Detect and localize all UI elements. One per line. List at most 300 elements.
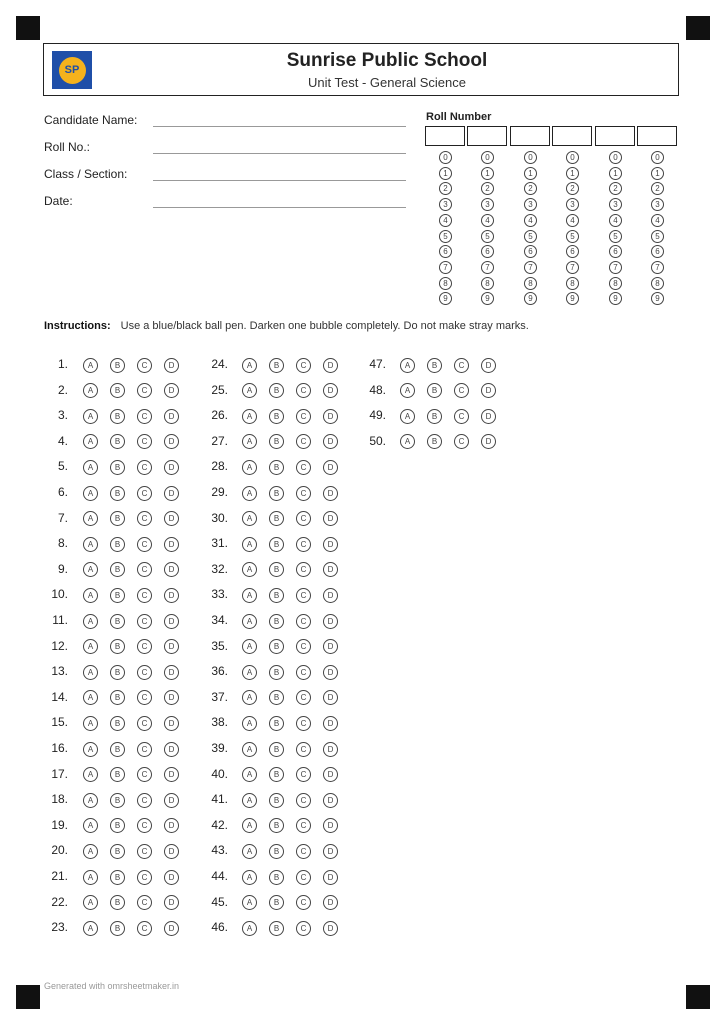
answer-bubble-d[interactable]: D bbox=[481, 409, 496, 424]
roll-digit-bubble[interactable]: 2 bbox=[566, 182, 579, 195]
answer-bubble-d[interactable]: D bbox=[323, 562, 338, 577]
answer-bubble-b[interactable]: B bbox=[269, 716, 284, 731]
answer-bubble-d[interactable]: D bbox=[323, 460, 338, 475]
roll-digit-bubble[interactable]: 3 bbox=[651, 198, 664, 211]
answer-bubble-c[interactable]: C bbox=[137, 383, 152, 398]
roll-digit-bubble[interactable]: 2 bbox=[609, 182, 622, 195]
answer-bubble-a[interactable]: A bbox=[83, 434, 98, 449]
answer-bubble-d[interactable]: D bbox=[323, 409, 338, 424]
answer-bubble-c[interactable]: C bbox=[454, 383, 469, 398]
answer-bubble-d[interactable]: D bbox=[323, 639, 338, 654]
answer-bubble-a[interactable]: A bbox=[400, 434, 415, 449]
answer-bubble-b[interactable]: B bbox=[269, 537, 284, 552]
answer-bubble-c[interactable]: C bbox=[296, 742, 311, 757]
answer-bubble-b[interactable]: B bbox=[269, 358, 284, 373]
roll-digit-bubble[interactable]: 4 bbox=[439, 214, 452, 227]
roll-digit-bubble[interactable]: 9 bbox=[609, 292, 622, 305]
answer-bubble-a[interactable]: A bbox=[242, 870, 257, 885]
answer-bubble-a[interactable]: A bbox=[242, 588, 257, 603]
roll-digit-bubble[interactable]: 7 bbox=[566, 261, 579, 274]
answer-bubble-d[interactable]: D bbox=[323, 434, 338, 449]
answer-bubble-d[interactable]: D bbox=[323, 665, 338, 680]
answer-bubble-a[interactable]: A bbox=[83, 665, 98, 680]
answer-bubble-b[interactable]: B bbox=[269, 383, 284, 398]
question-number: 1. bbox=[57, 357, 68, 371]
answer-bubble-d[interactable]: D bbox=[323, 767, 338, 782]
question-number: 28. bbox=[211, 459, 228, 474]
answer-bubble-b[interactable]: B bbox=[427, 434, 442, 449]
answer-bubble-c[interactable]: C bbox=[137, 921, 152, 936]
answer-bubble-b[interactable]: B bbox=[110, 409, 125, 424]
answer-bubble-c[interactable]: C bbox=[137, 588, 152, 603]
answer-bubble-a[interactable]: A bbox=[83, 690, 98, 705]
roll-digit-bubble[interactable]: 9 bbox=[651, 292, 664, 305]
answer-bubble-b[interactable]: B bbox=[110, 921, 125, 936]
answer-bubble-c[interactable]: C bbox=[137, 537, 152, 552]
answer-bubble-d[interactable]: D bbox=[164, 767, 179, 782]
answer-bubble-b[interactable]: B bbox=[110, 742, 125, 757]
answer-bubble-a[interactable]: A bbox=[83, 844, 98, 859]
roll-digit-bubble[interactable]: 6 bbox=[609, 245, 622, 258]
answer-bubble-a[interactable]: A bbox=[242, 409, 257, 424]
answer-bubble-a[interactable]: A bbox=[83, 921, 98, 936]
answer-bubble-c[interactable]: C bbox=[296, 434, 311, 449]
roll-digit-box[interactable] bbox=[595, 126, 635, 146]
header-box bbox=[43, 43, 679, 96]
answer-bubble-b[interactable]: B bbox=[269, 844, 284, 859]
answer-bubble-d[interactable]: D bbox=[323, 588, 338, 603]
answer-bubble-b[interactable]: B bbox=[269, 511, 284, 526]
answer-bubble-c[interactable]: C bbox=[137, 511, 152, 526]
answer-bubble-b[interactable]: B bbox=[110, 690, 125, 705]
corner-marker-bottom-left bbox=[16, 985, 40, 1009]
answer-bubble-b[interactable]: B bbox=[110, 383, 125, 398]
answer-bubble-c[interactable]: C bbox=[296, 665, 311, 680]
answer-bubble-c[interactable]: C bbox=[296, 767, 311, 782]
answer-bubble-a[interactable]: A bbox=[83, 588, 98, 603]
roll-digit-bubble[interactable]: 1 bbox=[524, 167, 537, 180]
roll-digit-box[interactable] bbox=[425, 126, 465, 146]
question-number: 8. bbox=[57, 536, 68, 551]
roll-digit-bubble[interactable]: 1 bbox=[651, 167, 664, 180]
answer-bubble-a[interactable]: A bbox=[83, 486, 98, 501]
roll-digit-bubble[interactable]: 4 bbox=[524, 214, 537, 227]
question-number: 22. bbox=[51, 894, 68, 909]
question-number: 18. bbox=[51, 792, 68, 807]
roll-digit-bubble[interactable]: 6 bbox=[524, 245, 537, 258]
answer-bubble-d[interactable]: D bbox=[164, 460, 179, 475]
answer-bubble-d[interactable]: D bbox=[323, 614, 338, 629]
answer-bubble-c[interactable]: C bbox=[454, 409, 469, 424]
answer-bubble-a[interactable]: A bbox=[83, 870, 98, 885]
answer-bubble-c[interactable]: C bbox=[137, 358, 152, 373]
answer-bubble-d[interactable]: D bbox=[164, 639, 179, 654]
answer-bubble-c[interactable]: C bbox=[137, 409, 152, 424]
roll-digit-bubble[interactable]: 2 bbox=[524, 182, 537, 195]
answer-bubble-a[interactable]: A bbox=[242, 665, 257, 680]
question-number: 37. bbox=[211, 689, 228, 704]
answer-bubble-b[interactable]: B bbox=[269, 793, 284, 808]
roll-digit-box[interactable] bbox=[510, 126, 550, 146]
answer-bubble-c[interactable]: C bbox=[137, 818, 152, 833]
answer-bubble-a[interactable]: A bbox=[83, 639, 98, 654]
roll-no-label: Roll No.: bbox=[44, 140, 91, 154]
answer-bubble-d[interactable]: D bbox=[164, 562, 179, 577]
answer-bubble-d[interactable]: D bbox=[164, 844, 179, 859]
answer-bubble-a[interactable]: A bbox=[83, 818, 98, 833]
roll-digit-bubble[interactable]: 6 bbox=[566, 245, 579, 258]
roll-digit-bubble[interactable]: 6 bbox=[651, 245, 664, 258]
answer-bubble-b[interactable]: B bbox=[110, 460, 125, 475]
answer-bubble-a[interactable]: A bbox=[242, 511, 257, 526]
roll-digit-bubble[interactable]: 4 bbox=[566, 214, 579, 227]
answer-bubble-c[interactable]: C bbox=[296, 614, 311, 629]
answer-bubble-b[interactable]: B bbox=[269, 921, 284, 936]
answer-bubble-a[interactable]: A bbox=[400, 383, 415, 398]
question-number: 21. bbox=[51, 869, 68, 883]
roll-no-field[interactable] bbox=[153, 153, 406, 154]
answer-bubble-b[interactable]: B bbox=[269, 434, 284, 449]
answer-bubble-d[interactable]: D bbox=[164, 537, 179, 552]
answer-bubble-b[interactable]: B bbox=[269, 767, 284, 782]
answer-bubble-c[interactable]: C bbox=[137, 665, 152, 680]
answer-bubble-c[interactable]: C bbox=[296, 895, 311, 910]
answer-bubble-d[interactable]: D bbox=[323, 486, 338, 501]
roll-digit-bubble[interactable]: 4 bbox=[609, 214, 622, 227]
roll-digit-box[interactable] bbox=[467, 126, 507, 146]
answer-bubble-c[interactable]: C bbox=[137, 690, 152, 705]
answer-bubble-b[interactable]: B bbox=[110, 562, 125, 577]
question-number: 29. bbox=[211, 485, 228, 499]
answer-bubble-d[interactable]: D bbox=[164, 383, 179, 398]
roll-digit-bubble[interactable]: 9 bbox=[439, 292, 452, 305]
roll-digit-bubble[interactable]: 7 bbox=[481, 261, 494, 274]
answer-bubble-a[interactable]: A bbox=[242, 358, 257, 373]
roll-digit-bubble[interactable]: 3 bbox=[524, 198, 537, 211]
roll-digit-bubble[interactable]: 5 bbox=[609, 230, 622, 243]
roll-digit-bubble[interactable]: 5 bbox=[524, 230, 537, 243]
answer-bubble-a[interactable]: A bbox=[83, 511, 98, 526]
answer-bubble-c[interactable]: C bbox=[296, 562, 311, 577]
answer-bubble-b[interactable]: B bbox=[269, 870, 284, 885]
answer-bubble-a[interactable]: A bbox=[83, 537, 98, 552]
answer-bubble-c[interactable]: C bbox=[137, 460, 152, 475]
answer-bubble-b[interactable]: B bbox=[269, 665, 284, 680]
answer-bubble-b[interactable]: B bbox=[110, 537, 125, 552]
answer-bubble-c[interactable]: C bbox=[137, 486, 152, 501]
answer-bubble-d[interactable]: D bbox=[323, 844, 338, 859]
answer-bubble-b[interactable]: B bbox=[427, 409, 442, 424]
answer-bubble-c[interactable]: C bbox=[296, 511, 311, 526]
question-number: 13. bbox=[51, 664, 68, 679]
school-name: Sunrise Public School bbox=[286, 50, 488, 71]
roll-digit-bubble[interactable]: 2 bbox=[439, 182, 452, 195]
answer-bubble-d[interactable]: D bbox=[164, 818, 179, 833]
answer-bubble-d[interactable]: D bbox=[164, 588, 179, 603]
question-number: 7. bbox=[57, 510, 68, 525]
question-number: 27. bbox=[211, 433, 228, 448]
roll-digit-bubble[interactable]: 0 bbox=[566, 151, 579, 164]
roll-digit-bubble[interactable]: 2 bbox=[651, 182, 664, 195]
roll-digit-box[interactable] bbox=[552, 126, 592, 146]
answer-bubble-b[interactable]: B bbox=[269, 588, 284, 603]
answer-bubble-a[interactable]: A bbox=[400, 358, 415, 373]
question-number: 47. bbox=[369, 357, 386, 371]
answer-bubble-c[interactable]: C bbox=[137, 895, 152, 910]
answer-bubble-b[interactable]: B bbox=[110, 434, 125, 449]
answer-bubble-c[interactable]: C bbox=[137, 844, 152, 859]
question-number: 40. bbox=[211, 766, 228, 781]
roll-digit-bubble[interactable]: 6 bbox=[439, 245, 452, 258]
answer-bubble-d[interactable]: D bbox=[323, 818, 338, 833]
roll-digit-bubble[interactable]: 5 bbox=[481, 230, 494, 243]
answer-bubble-d[interactable]: D bbox=[323, 358, 338, 373]
roll-digit-bubble[interactable]: 6 bbox=[481, 245, 494, 258]
roll-digit-bubble[interactable]: 8 bbox=[524, 277, 537, 290]
answer-bubble-c[interactable]: C bbox=[454, 358, 469, 373]
answer-bubble-a[interactable]: A bbox=[242, 537, 257, 552]
answer-bubble-d[interactable]: D bbox=[323, 793, 338, 808]
answer-bubble-c[interactable]: C bbox=[296, 460, 311, 475]
answer-bubble-c[interactable]: C bbox=[296, 537, 311, 552]
roll-digit-bubble[interactable]: 1 bbox=[609, 167, 622, 180]
answer-bubble-c[interactable]: C bbox=[296, 921, 311, 936]
answer-bubble-a[interactable]: A bbox=[83, 409, 98, 424]
roll-digit-bubble[interactable]: 3 bbox=[609, 198, 622, 211]
roll-digit-box[interactable] bbox=[637, 126, 677, 146]
answer-bubble-b[interactable]: B bbox=[269, 614, 284, 629]
answer-bubble-b[interactable]: B bbox=[269, 409, 284, 424]
answer-bubble-b[interactable]: B bbox=[269, 562, 284, 577]
answer-bubble-b[interactable]: B bbox=[269, 895, 284, 910]
answer-bubble-c[interactable]: C bbox=[296, 486, 311, 501]
roll-digit-bubble[interactable]: 0 bbox=[651, 151, 664, 164]
answer-bubble-a[interactable]: A bbox=[242, 690, 257, 705]
answer-bubble-d[interactable]: D bbox=[164, 486, 179, 501]
answer-bubble-d[interactable]: D bbox=[323, 921, 338, 936]
roll-digit-bubble[interactable]: 1 bbox=[566, 167, 579, 180]
roll-digit-bubble[interactable]: 3 bbox=[481, 198, 494, 211]
answer-bubble-c[interactable]: C bbox=[296, 844, 311, 859]
answer-bubble-b[interactable]: B bbox=[269, 486, 284, 501]
answer-bubble-a[interactable]: A bbox=[242, 562, 257, 577]
answer-bubble-a[interactable]: A bbox=[83, 895, 98, 910]
answer-bubble-c[interactable]: C bbox=[137, 716, 152, 731]
answer-bubble-d[interactable]: D bbox=[164, 409, 179, 424]
answer-bubble-a[interactable]: A bbox=[83, 716, 98, 731]
answer-bubble-c[interactable]: C bbox=[296, 383, 311, 398]
roll-digit-bubble[interactable]: 0 bbox=[609, 151, 622, 164]
roll-digit-bubble[interactable]: 1 bbox=[439, 167, 452, 180]
roll-digit-bubble[interactable]: 8 bbox=[439, 277, 452, 290]
answer-bubble-d[interactable]: D bbox=[323, 870, 338, 885]
answer-bubble-d[interactable]: D bbox=[323, 742, 338, 757]
answer-bubble-d[interactable]: D bbox=[323, 895, 338, 910]
roll-digit-bubble[interactable]: 5 bbox=[566, 230, 579, 243]
answer-bubble-b[interactable]: B bbox=[269, 690, 284, 705]
question-number: 50. bbox=[369, 433, 386, 448]
answer-bubble-c[interactable]: C bbox=[296, 690, 311, 705]
roll-digit-bubble[interactable]: 4 bbox=[651, 214, 664, 227]
answer-bubble-a[interactable]: A bbox=[242, 818, 257, 833]
answer-bubble-d[interactable]: D bbox=[164, 921, 179, 936]
answer-bubble-a[interactable]: A bbox=[242, 383, 257, 398]
answer-bubble-b[interactable]: B bbox=[110, 793, 125, 808]
date-field[interactable] bbox=[153, 207, 406, 208]
answer-bubble-a[interactable]: A bbox=[242, 767, 257, 782]
roll-digit-bubble[interactable]: 7 bbox=[524, 261, 537, 274]
answer-bubble-d[interactable]: D bbox=[164, 434, 179, 449]
answer-bubble-d[interactable]: D bbox=[164, 690, 179, 705]
roll-digit-bubble[interactable]: 1 bbox=[481, 167, 494, 180]
answer-bubble-b[interactable]: B bbox=[110, 895, 125, 910]
question-number: 41. bbox=[211, 792, 228, 807]
answer-bubble-b[interactable]: B bbox=[427, 358, 442, 373]
answer-bubble-a[interactable]: A bbox=[83, 767, 98, 782]
roll-digit-bubble[interactable]: 0 bbox=[481, 151, 494, 164]
answer-bubble-a[interactable]: A bbox=[242, 460, 257, 475]
roll-digit-bubble[interactable]: 3 bbox=[439, 198, 452, 211]
question-number: 16. bbox=[51, 741, 68, 755]
question-number: 39. bbox=[211, 741, 228, 755]
roll-digit-bubble[interactable]: 0 bbox=[524, 151, 537, 164]
class-section-field[interactable] bbox=[153, 180, 406, 181]
answer-bubble-c[interactable]: C bbox=[296, 358, 311, 373]
answer-bubble-b[interactable]: B bbox=[269, 639, 284, 654]
answer-bubble-a[interactable]: A bbox=[83, 614, 98, 629]
answer-bubble-a[interactable]: A bbox=[242, 793, 257, 808]
roll-digit-bubble[interactable]: 8 bbox=[609, 277, 622, 290]
answer-bubble-d[interactable]: D bbox=[164, 614, 179, 629]
answer-bubble-c[interactable]: C bbox=[137, 742, 152, 757]
answer-bubble-c[interactable]: C bbox=[296, 818, 311, 833]
roll-digit-bubble[interactable]: 9 bbox=[566, 292, 579, 305]
answer-bubble-d[interactable]: D bbox=[164, 665, 179, 680]
answer-bubble-c[interactable]: C bbox=[296, 793, 311, 808]
answer-bubble-a[interactable]: A bbox=[83, 742, 98, 757]
answer-bubble-d[interactable]: D bbox=[164, 895, 179, 910]
answer-bubble-c[interactable]: C bbox=[137, 793, 152, 808]
answer-bubble-b[interactable]: B bbox=[427, 383, 442, 398]
answer-bubble-a[interactable]: A bbox=[242, 844, 257, 859]
roll-digit-bubble[interactable]: 8 bbox=[651, 277, 664, 290]
answer-bubble-b[interactable]: B bbox=[269, 460, 284, 475]
answer-bubble-b[interactable]: B bbox=[269, 818, 284, 833]
question-number: 45. bbox=[211, 894, 228, 909]
answer-bubble-a[interactable]: A bbox=[242, 639, 257, 654]
question-number: 43. bbox=[211, 843, 228, 858]
question-number: 2. bbox=[57, 382, 68, 397]
corner-marker-top-left bbox=[16, 16, 40, 40]
answer-bubble-b[interactable]: B bbox=[110, 639, 125, 654]
answer-bubble-b[interactable]: B bbox=[110, 818, 125, 833]
answer-bubble-a[interactable]: A bbox=[83, 793, 98, 808]
roll-digit-bubble[interactable]: 7 bbox=[651, 261, 664, 274]
roll-digit-bubble[interactable]: 3 bbox=[566, 198, 579, 211]
answer-bubble-c[interactable]: C bbox=[296, 588, 311, 603]
answer-bubble-b[interactable]: B bbox=[110, 486, 125, 501]
answer-bubble-b[interactable]: B bbox=[110, 511, 125, 526]
answer-bubble-a[interactable]: A bbox=[83, 383, 98, 398]
answer-bubble-d[interactable]: D bbox=[323, 690, 338, 705]
answer-bubble-c[interactable]: C bbox=[454, 434, 469, 449]
roll-digit-bubble[interactable]: 8 bbox=[481, 277, 494, 290]
answer-bubble-a[interactable]: A bbox=[400, 409, 415, 424]
question-number: 30. bbox=[211, 510, 228, 525]
answer-bubble-c[interactable]: C bbox=[137, 870, 152, 885]
answer-bubble-a[interactable]: A bbox=[242, 486, 257, 501]
answer-bubble-a[interactable]: A bbox=[242, 921, 257, 936]
question-number: 6. bbox=[57, 485, 68, 499]
answer-bubble-c[interactable]: C bbox=[137, 562, 152, 577]
answer-bubble-a[interactable]: A bbox=[242, 614, 257, 629]
answer-bubble-b[interactable]: B bbox=[110, 716, 125, 731]
answer-bubble-b[interactable]: B bbox=[110, 844, 125, 859]
answer-bubble-d[interactable]: D bbox=[481, 358, 496, 373]
answer-bubble-d[interactable]: D bbox=[481, 434, 496, 449]
answer-bubble-b[interactable]: B bbox=[110, 870, 125, 885]
answer-bubble-a[interactable]: A bbox=[242, 742, 257, 757]
roll-digit-bubble[interactable]: 5 bbox=[439, 230, 452, 243]
question-number: 19. bbox=[51, 817, 68, 832]
roll-digit-bubble[interactable]: 2 bbox=[481, 182, 494, 195]
answer-bubble-c[interactable]: C bbox=[137, 434, 152, 449]
answer-bubble-c[interactable]: C bbox=[296, 639, 311, 654]
answer-bubble-b[interactable]: B bbox=[110, 614, 125, 629]
roll-digit-bubble[interactable]: 9 bbox=[481, 292, 494, 305]
answer-bubble-b[interactable]: B bbox=[269, 742, 284, 757]
roll-digit-bubble[interactable]: 7 bbox=[609, 261, 622, 274]
roll-digit-bubble[interactable]: 9 bbox=[524, 292, 537, 305]
answer-bubble-c[interactable]: C bbox=[137, 614, 152, 629]
answer-bubble-d[interactable]: D bbox=[164, 716, 179, 731]
answer-bubble-a[interactable]: A bbox=[242, 716, 257, 731]
roll-digit-bubble[interactable]: 5 bbox=[651, 230, 664, 243]
answer-bubble-b[interactable]: B bbox=[110, 588, 125, 603]
answer-bubble-a[interactable]: A bbox=[83, 460, 98, 475]
answer-bubble-d[interactable]: D bbox=[323, 383, 338, 398]
answer-bubble-c[interactable]: C bbox=[137, 639, 152, 654]
answer-bubble-a[interactable]: A bbox=[83, 562, 98, 577]
answer-bubble-a[interactable]: A bbox=[242, 434, 257, 449]
answer-bubble-d[interactable]: D bbox=[323, 716, 338, 731]
answer-bubble-a[interactable]: A bbox=[242, 895, 257, 910]
answer-bubble-d[interactable]: D bbox=[323, 537, 338, 552]
candidate-name-field[interactable] bbox=[153, 126, 406, 127]
answer-bubble-d[interactable]: D bbox=[164, 742, 179, 757]
answer-bubble-d[interactable]: D bbox=[164, 511, 179, 526]
answer-bubble-a[interactable]: A bbox=[83, 358, 98, 373]
answer-bubble-d[interactable]: D bbox=[481, 383, 496, 398]
answer-bubble-c[interactable]: C bbox=[296, 409, 311, 424]
instructions-text: Use a blue/black ball pen. Darken one bubble completely. Do not make stray marks. bbox=[120, 320, 529, 332]
answer-bubble-b[interactable]: B bbox=[110, 358, 125, 373]
roll-digit-bubble[interactable]: 4 bbox=[481, 214, 494, 227]
answer-bubble-b[interactable]: B bbox=[110, 767, 125, 782]
roll-digit-bubble[interactable]: 8 bbox=[566, 277, 579, 290]
answer-bubble-c[interactable]: C bbox=[296, 870, 311, 885]
roll-digit-bubble[interactable]: 0 bbox=[439, 151, 452, 164]
answer-bubble-b[interactable]: B bbox=[110, 665, 125, 680]
answer-bubble-d[interactable]: D bbox=[164, 358, 179, 373]
answer-bubble-d[interactable]: D bbox=[164, 793, 179, 808]
answer-bubble-c[interactable]: C bbox=[296, 716, 311, 731]
answer-bubble-c[interactable]: C bbox=[137, 767, 152, 782]
answer-bubble-d[interactable]: D bbox=[164, 870, 179, 885]
roll-digit-bubble[interactable]: 7 bbox=[439, 261, 452, 274]
answer-bubble-d[interactable]: D bbox=[323, 511, 338, 526]
question-number: 5. bbox=[57, 459, 68, 474]
